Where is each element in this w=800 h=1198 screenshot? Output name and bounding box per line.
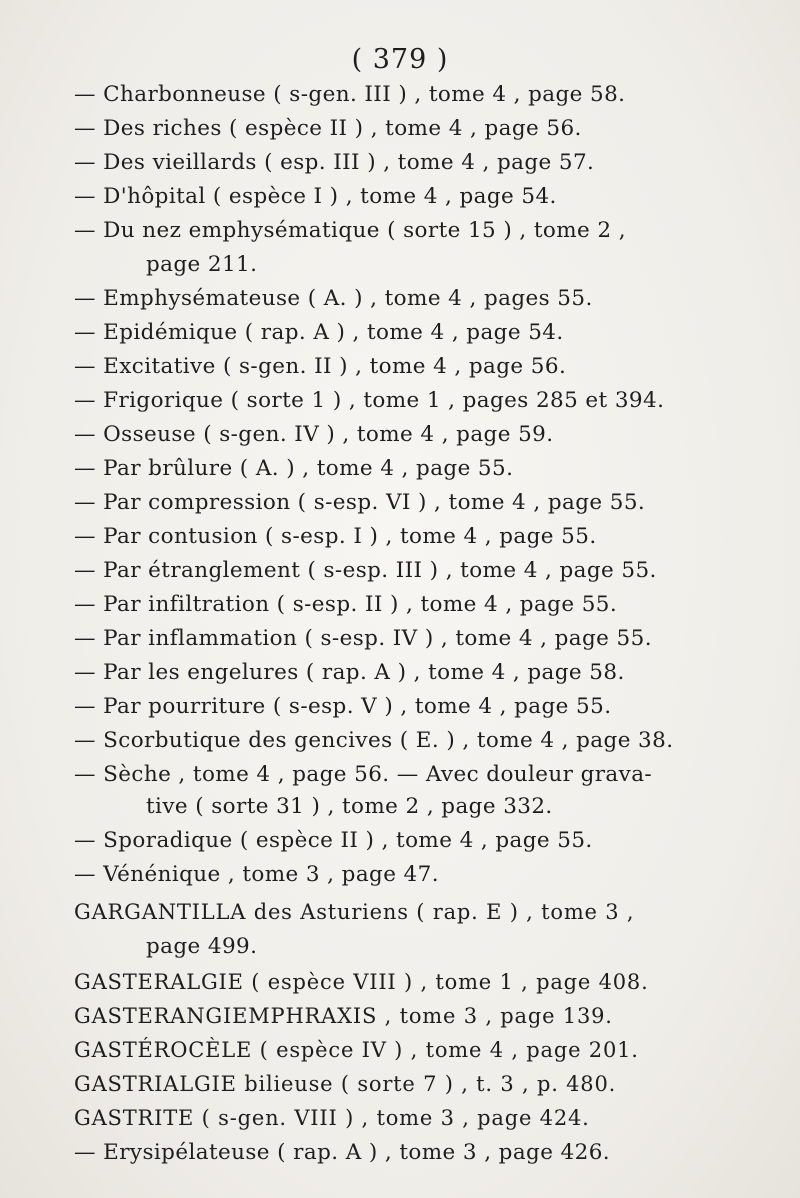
index-line: — Sporadique ( espèce II ) , tome 4 , page 55. — [74, 828, 593, 853]
index-line: — Par compression ( s-esp. VI ) , tome 4 , page 55. — [74, 490, 646, 515]
index-heading-line: GASTÉROCÈLE ( espèce IV ) , tome 4 , page 201. — [74, 1038, 639, 1062]
index-line: — Emphysémateuse ( A. ) , tome 4 , pages 55. — [74, 286, 593, 311]
index-line-continuation: page 211. — [146, 252, 258, 277]
index-line: — Par contusion ( s-esp. I ) , tome 4 , page 55. — [74, 524, 597, 549]
index-line: — Charbonneuse ( s-gen. III ) , tome 4 , page 58. — [74, 82, 626, 107]
index-line-continuation: tive ( sorte 31 ) , tome 2 , page 332. — [146, 794, 553, 819]
index-line: — Erysipélateuse ( rap. A ) , tome 3 , page 426. — [74, 1140, 611, 1165]
index-line: — Osseuse ( s-gen. IV ) , tome 4 , page 59. — [74, 422, 554, 447]
index-line: — Par pourriture ( s-esp. V ) , tome 4 , page 55. — [74, 694, 612, 719]
index-line: — Par infiltration ( s-esp. II ) , tome 4 , page 55. — [74, 592, 618, 617]
index-line: — Frigorique ( sorte 1 ) , tome 1 , pages 285 et 394. — [74, 388, 665, 413]
index-line: — Des vieillards ( esp. III ) , tome 4 , page 57. — [74, 150, 595, 175]
index-line: — Vénénique , tome 3 , page 47. — [74, 862, 439, 887]
index-line-continuation: page 499. — [146, 934, 258, 959]
index-line: — Scorbutique des gencives ( E. ) , tome 4 , page 38. — [74, 728, 674, 753]
index-line: — Epidémique ( rap. A ) , tome 4 , page 54. — [74, 320, 564, 345]
index-line: — Par les engelures ( rap. A ) , tome 4 , page 58. — [74, 660, 625, 685]
index-heading-line: GARGANTILLA des Asturiens ( rap. E ) , tome 3 , — [74, 900, 635, 924]
index-line: — Excitative ( s-gen. II ) , tome 4 , page 56. — [74, 354, 567, 379]
index-heading-line: GASTRITE ( s-gen. VIII ) , tome 3 , page 424. — [74, 1106, 590, 1130]
index-line: — Par étranglement ( s-esp. III ) , tome 4 , page 55. — [74, 558, 657, 583]
index-heading-line: GASTERANGIEMPHRAXIS , tome 3 , page 139. — [74, 1004, 613, 1028]
index-line: — Des riches ( espèce II ) , tome 4 , page 56. — [74, 116, 582, 141]
index-heading-line: GASTRIALGIE bilieuse ( sorte 7 ) , t. 3 , p. 480. — [74, 1072, 617, 1096]
index-heading-line: GASTERALGIE ( espèce VIII ) , tome 1 , page 408. — [74, 970, 649, 994]
page-number: ( 379 ) — [351, 44, 449, 75]
index-line: — Par brûlure ( A. ) , tome 4 , page 55. — [74, 456, 514, 481]
index-line: — Du nez emphysématique ( sorte 15 ) , tome 2 , — [74, 218, 626, 243]
index-line: — Par inflammation ( s-esp. IV ) , tome 4 , page 55. — [74, 626, 652, 651]
index-line: — Sèche , tome 4 , page 56. — Avec douleur grava- — [74, 762, 653, 787]
index-line: — D'hôpital ( espèce I ) , tome 4 , page 54. — [74, 184, 557, 209]
